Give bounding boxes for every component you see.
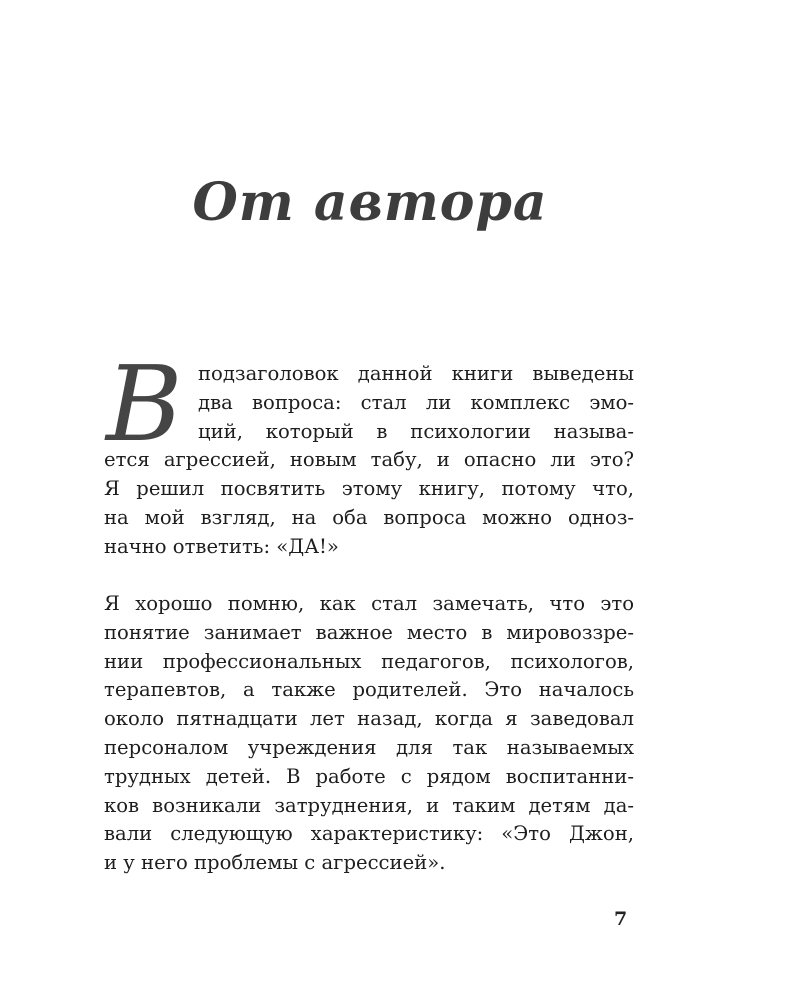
text-line: ций, который в психологии называ- [198, 419, 634, 443]
text-line: ется агрессией, новым табу, и опасно ли это? [104, 448, 634, 472]
text-line: персоналом учреждения для так называемых [104, 735, 634, 759]
text-line: ков возникали затруднения, и таким детям да- [104, 793, 634, 817]
text-line: трудных детей. В работе с рядом воспитанни- [104, 764, 634, 788]
text-line: понятие занимает важное место в мировоззре- [104, 620, 634, 644]
text-line: подзаголовок данной книги выведены [198, 362, 634, 385]
text-line: нии профессиональных педагогов, психологов, [104, 649, 634, 673]
text-line: и у него проблемы с агрессией». [104, 851, 446, 875]
text-line: на мой взгляд, на оба вопроса можно одноз- [104, 505, 634, 529]
drop-cap: В [106, 343, 183, 465]
text-line: вали следующую характеристику: «Это Джон, [104, 822, 634, 846]
text-line: Я хорошо помню, как стал замечать, что это [104, 592, 634, 615]
text-line: Я решил посвятить этому книгу, потому что, [104, 477, 634, 501]
chapter-title: От автора [192, 172, 548, 233]
text-line: начно ответить: «ДА!» [104, 534, 339, 558]
text-line: два вопроса: стал ли комплекс эмо- [198, 390, 634, 414]
paragraph-1 [104, 360, 634, 562]
text-line: терапевтов, а также родителей. Это началось [104, 678, 634, 702]
page-number: 7 [614, 908, 628, 930]
paragraph-2 [104, 590, 634, 878]
text-line: около пятнадцати лет назад, когда я заведовал [104, 707, 634, 731]
